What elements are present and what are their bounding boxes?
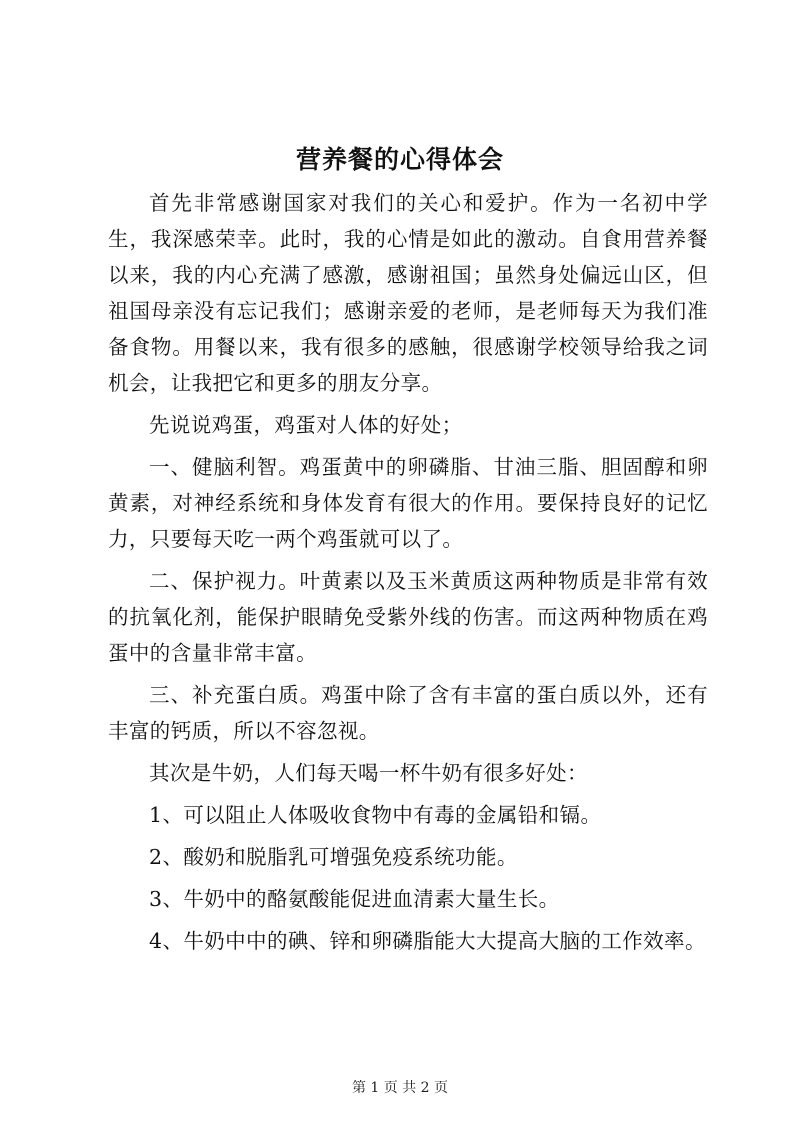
paragraph-eggs-heading: 先说说鸡蛋，鸡蛋对人体的好处； (149, 413, 463, 437)
paragraph-milk-heading: 其次是牛奶，人们每天喝一杯牛奶有很多好处： (149, 761, 588, 785)
document-body (108, 185, 708, 959)
paragraph-milk-benefit-4: 4、牛奶中中的碘、锌和卵磷脂能大大提高大脑的工作效率。 (149, 929, 706, 953)
paragraph-egg-benefit-2: 二、保护视力。叶黄素以及玉米黄质这两种物质是非常有效的抗氧化剂，能保护眼睛免受紫外线的伤害。而这两种物质在鸡蛋中的含量非常丰富。 (108, 569, 708, 665)
paragraph-milk-benefit-3: 3、牛奶中的酪氨酸能促进血清素大量生长。 (149, 887, 560, 911)
paragraph-egg-benefit-3: 三、补充蛋白质。鸡蛋中除了含有丰富的蛋白质以外，还有丰富的钙质，所以不容忽视。 (108, 683, 708, 743)
paragraph-milk-benefit-1: 1、可以阻止人体吸收食物中有毒的金属铅和镉。 (149, 803, 602, 827)
page-number-footer: 第 1 页 共 2 页 (351, 1080, 449, 1096)
paragraph-intro: 首先非常感谢国家对我们的关心和爱护。作为一名初中学生，我深感荣幸。此时，我的心情是如此的激动。自食用营养餐以来，我的内心充满了感激，感谢祖国；虽然身处偏远山区，但祖国母亲没有忘记我们；感谢亲爱的老师，是老师每天为我们准备食物。用餐以来，我有很多的感触，很感谢学校领导给我之词机会，让我把它和更多的朋友分享。 (108, 191, 708, 395)
paragraph-milk-benefit-2: 2、酸奶和脱脂乳可增强免疫系统功能。 (149, 845, 518, 869)
paragraph-egg-benefit-1: 一、健脑利智。鸡蛋黄中的卵磷脂、甘油三脂、胆固醇和卵黄素，对神经系统和身体发育有很大的作用。要保持良好的记忆力，只要每天吃一两个鸡蛋就可以了。 (108, 455, 708, 551)
document-title: 营养餐的心得体会 (295, 145, 504, 174)
